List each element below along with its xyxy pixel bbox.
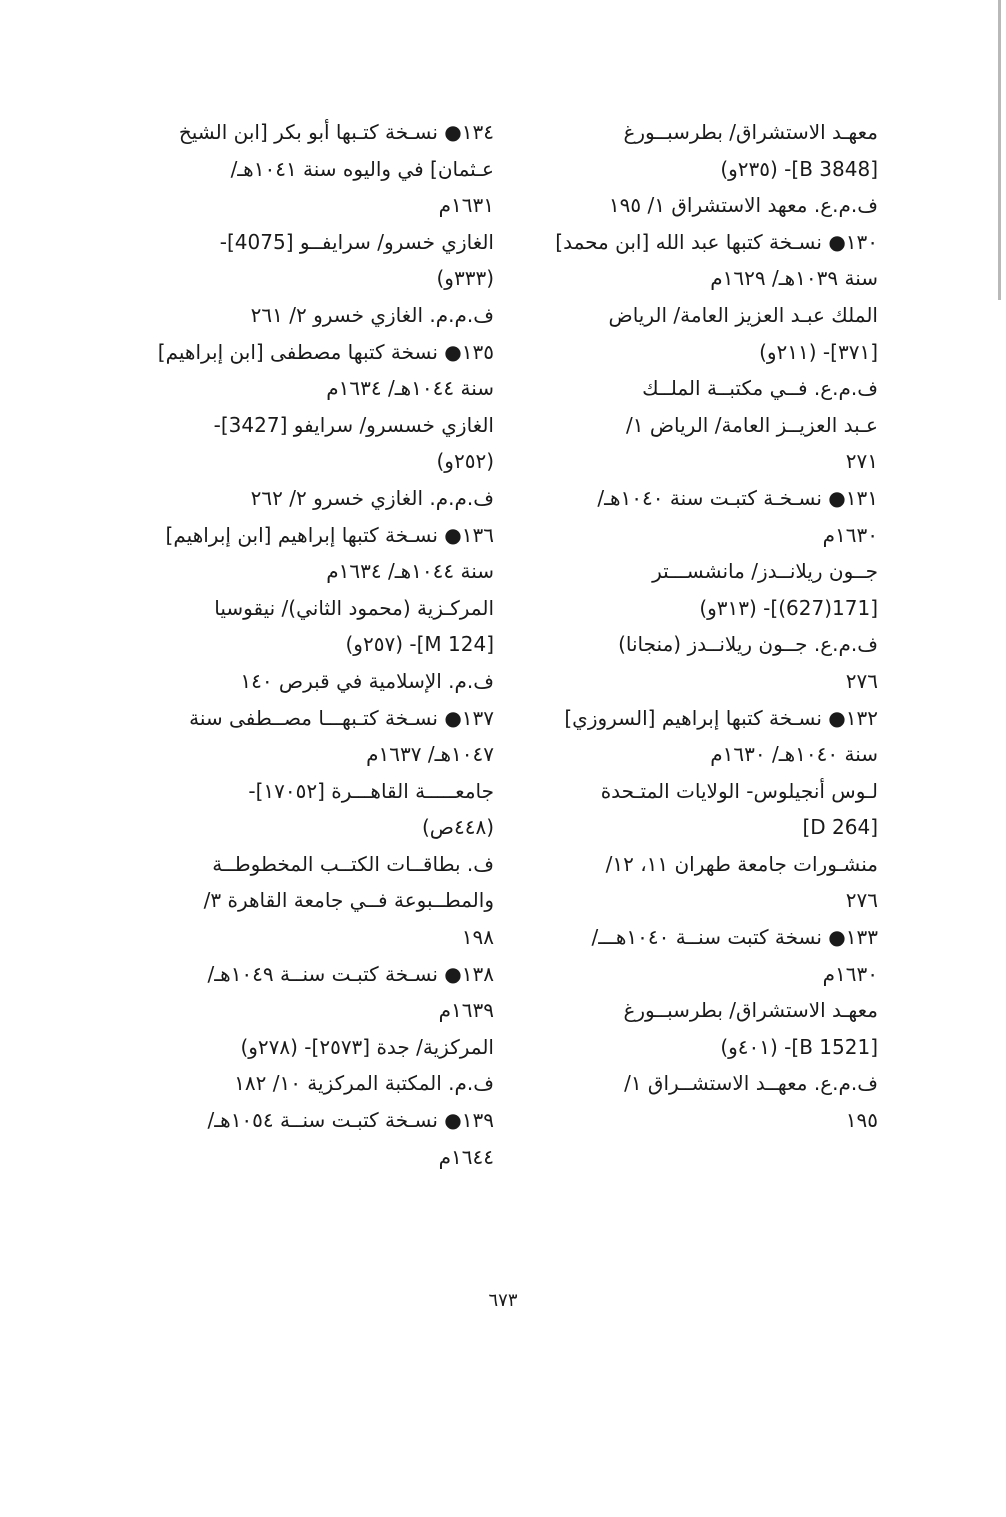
entry-heading-line: ١٣٣● نسخة كتبت سنــة ١٠٤٠هـــ/ [591, 925, 878, 950]
entry-detail-line: ١٦٣١م [438, 193, 494, 218]
entry-detail-line: عـبد العزيــز العامة/ الرياض ١/ [625, 412, 878, 437]
entry-detail-line: [٣٧١]- (٢١١و) [759, 339, 878, 364]
entry-detail-line: الملك عبـد العزيز العامة/ الرياض [608, 302, 878, 327]
entry-detail-line: ٢٧١ [845, 449, 878, 474]
entry-detail-line: ٢٧٦ [845, 668, 878, 693]
entry-detail-line: ف. بطاقــات الكتــب المخطوطــة [212, 851, 494, 876]
entry-detail-line: والمطــبوعة فــي جامعة القاهرة ٣/ [203, 888, 494, 913]
right-column [528, 114, 878, 1139]
entry-detail-line: الغازي خسسرو/ سرايفو [3427]- [213, 412, 494, 437]
entry-detail-line: ٢٧٦ [845, 888, 878, 913]
entry-detail-line: (٢٥٢و) [436, 449, 494, 474]
entry-detail-line: ١٦٣٠م [822, 522, 878, 547]
page-number: ٦٧٣ [488, 1290, 518, 1311]
entry-detail-line: ف.م. الإسلامية في قبرص ١٤٠ [240, 668, 494, 693]
entry-detail-line: ف.م.م. الغازي خسرو ٢/ ٢٦١ [250, 302, 494, 327]
entry-heading-line: ١٣٨● نسـخة كتبـت سنــة ١٠٤٩هـ/ [207, 961, 494, 986]
entry-detail-line: جــون ريلانــدز/ مانشســـتر [652, 559, 878, 584]
entry-detail-line: [M 124]- (٢٥٧و) [345, 632, 494, 657]
entry-detail-line: عـثمان] في واليوه سنة ١٠٤١هـ/ [230, 156, 494, 181]
entry-detail-line: لـوس أنجيلوس- الولايات المتـحدة [600, 778, 878, 803]
entry-heading-line: ١٣١● نسـخـة كتبـت سنة ١٠٤٠هـ/ [597, 485, 878, 510]
entry-heading-line: ١٣٤● نسـخة كتـبها أبو بكر [ابن الشيخ [178, 120, 494, 144]
entry-detail-line: ١٩٨ [461, 925, 494, 950]
scan-edge-mark [998, 0, 1001, 300]
entry-heading-line: ف.م.ع. معهد الاستشراق ١/ ١٩٥ [608, 193, 878, 218]
entry-detail-line: جامعـــــة القاهـــرة [١٧٠٥٢]- [248, 778, 494, 803]
entry-heading-line: ١٣٧● نسـخة كتـبهـــا مصــطفى سنة [189, 705, 494, 730]
entry-detail-line: ف.م.ع. فــي مكتبــة الملــك [642, 376, 878, 401]
left-column [148, 114, 494, 1175]
entry-detail-line: ف.م.ع. معهــد الاستشــراق ١/ [624, 1071, 878, 1096]
entry-detail-line: المركـزية (محمود الثاني)/ نيقوسيا [214, 595, 494, 620]
entry-detail-line: [D 264] [802, 815, 878, 840]
entry-detail-line: سنة ١٠٣٩هـ/ ١٦٢٩م [710, 266, 878, 291]
entry-detail-line: سنة ١٠٤٠هـ/ ١٦٣٠م [710, 742, 878, 767]
entry-detail-line: [171(627)]- (٣١٣و) [699, 595, 878, 620]
entry-detail-line: معهـد الاستشراق/ بطرسبــورغ [623, 998, 878, 1023]
entry-detail-line: المركزية/ جدة [٢٥٧٣]- (٢٧٨و) [240, 1034, 494, 1059]
entry-detail-line: سنة ١٠٤٤هـ/ ١٦٣٤م [326, 559, 494, 584]
entry-detail-line: ف.م.م. الغازي خسرو ٢/ ٢٦٢ [250, 485, 494, 510]
entry-heading-line: ١٣٩● نسـخة كتبـت سنــة ١٠٥٤هـ/ [207, 1108, 494, 1133]
entry-detail-line: ١٠٤٧هـ/ ١٦٣٧م [366, 742, 494, 767]
entry-detail-line: ف.م. المكتبة المركزية ١٠/ ١٨٢ [234, 1071, 494, 1096]
entry-heading-line: ١٣٠● نسـخة كتبها عبد الله [ابن محمد] [555, 229, 878, 254]
entry-detail-line: معهـد الاستشراق/ بطرسبــورغ [623, 120, 878, 144]
entry-heading-line: ١٣٢● نسـخة كتبها إبراهيم [السروزي] [564, 705, 878, 730]
entry-detail-line: [B 1521]- (٤٠١و) [720, 1034, 878, 1059]
entry-heading-line: ١٣٦● نسـخة كتبها إبراهيم [ابن إبراهيم] [165, 522, 494, 547]
entry-detail-line: (٣٣٣و) [436, 266, 494, 291]
entry-detail-line: (٤٤٨ص) [421, 815, 494, 840]
entry-detail-line: ١٦٣٩م [438, 998, 494, 1023]
entry-detail-line: ١٦٤٤م [438, 1144, 494, 1169]
entry-detail-line: ١٦٣٠م [822, 961, 878, 986]
entry-detail-line: الغازي خسرو/ سرايفــو [4075]- [219, 229, 494, 254]
entry-detail-line: [B 3848]- (٢٣٥و) [720, 156, 878, 181]
entry-detail-line: سنة ١٠٤٤هـ/ ١٦٣٤م [326, 376, 494, 401]
entry-detail-line: ف.م.ع. جــون ريلانــدز (منجانا) [618, 632, 878, 657]
entry-detail-line: ١٩٥ [845, 1108, 878, 1133]
entry-heading-line: ١٣٥● نسخة كتبها مصطفى [ابن إبراهيم] [157, 339, 494, 364]
entry-detail-line: منشـورات جامعة طهران ١١، ١٢/ [605, 851, 878, 876]
